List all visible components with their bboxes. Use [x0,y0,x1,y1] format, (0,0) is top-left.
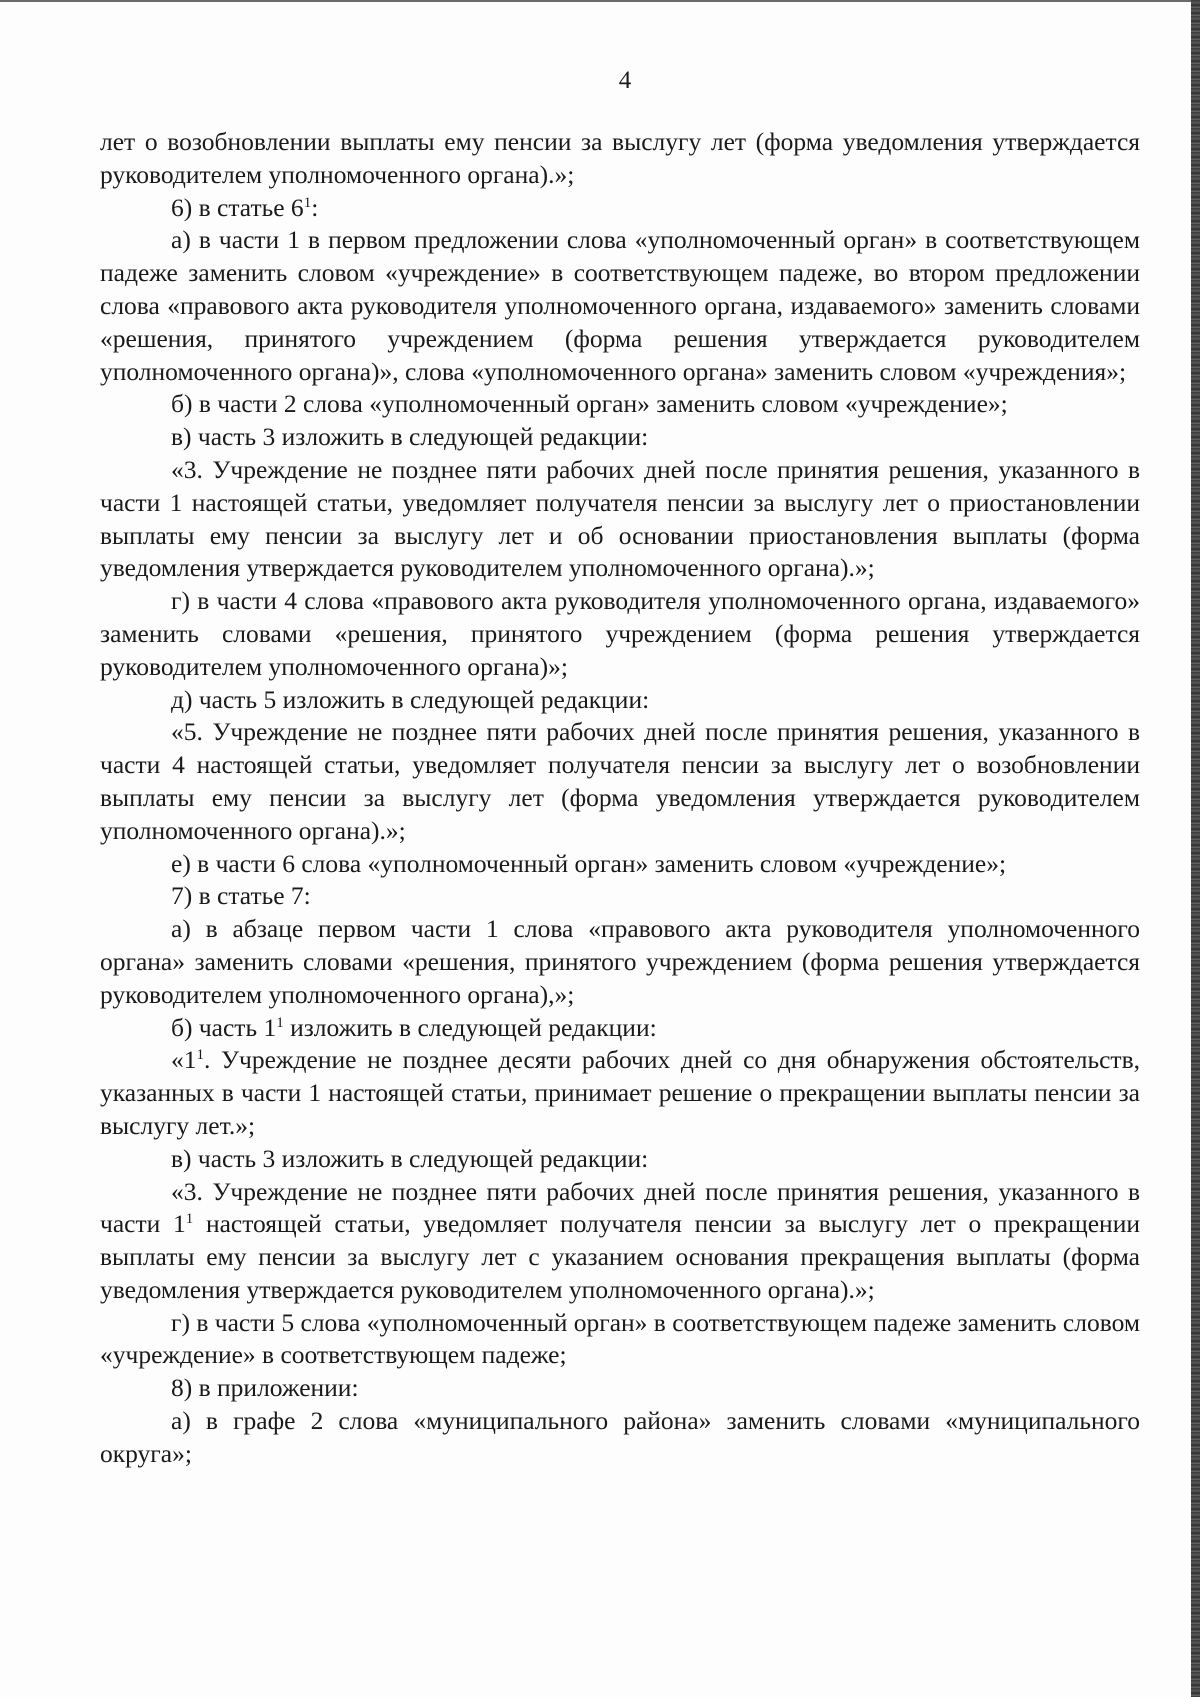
paragraph: б) часть $1^1$ изложить в следующей редакции: [171,1012,657,1042]
paragraph-item-7: 7) в статье 7: [171,881,311,911]
paragraph: е) в части 6 слова «уполномоченный орган» заменить словом «учреждение»; [171,848,1007,878]
paragraph-quote: «5. Учреждение не позднее пяти рабочих дней после принятия решения, указанного в части 4 настоящей статьи, уведомляет получателя пенсии за выслугу лет о возобновлении выплаты ему пенсии за выслугу лет (форма уведомления утверждается руководителем уполномоченного органа).»; [100,717,1140,845]
paragraph: д) часть 5 изложить в следующей редакции: [171,684,650,714]
scan-edge-top [0,0,1200,2]
paragraph-item-8: 8) в приложении: [171,1373,359,1403]
page-number: 4 [618,67,632,94]
superscript: 1 [276,1014,284,1031]
document-body [100,126,1140,1471]
superscript: 1 [196,1047,204,1064]
paragraph-continuation: лет о возобновлении выплаты ему пенсии за выслугу лет (форма уведомления утверждается руководителем уполномоченного органа).»; [100,127,1140,189]
paragraph: г) в части 4 слова «правового акта руководителя уполномоченного органа, издаваемого» заменить словами «решения, принятого учреждением (форма решения утверждается руководителем уполномоченного органа)»; [100,586,1140,681]
paragraph: а) в абзаце первом части 1 слова «правового акта руководителя уполномоченного органа» заменить словами «решения, принятого учреждением (форма решения утверждается руководителем уполномоченного органа),»; [100,914,1140,1009]
paragraph: а) в части 1 в первом предложении слова «уполномоченный орган» в соответствующем падеже заменить словом «учреждение» в соответствующем падеже, во втором предложении слова «правового акта руководителя уполномоченного органа, издаваемого» заменить словами «решения, принятого учреждением (форма решения утверждается руководителем уполномоченного органа)», слова «уполномоченного органа» заменить словом «учреждения»; [100,225,1140,386]
paragraph: а) в графе 2 слова «муниципального района» заменить словами «муниципального округа»; [100,1406,1140,1468]
superscript: 1 [185,1211,194,1228]
paragraph: г) в части 5 слова «уполномоченный орган» в соответствующем падеже заменить словом «учреждение» в соответствующем падеже; [100,1307,1140,1370]
paragraph-quote: «3. Учреждение не позднее пяти рабочих дней после принятия решения, указанного в части 1 настоящей статьи, уведомляет получателя пенсии за выслугу лет о приостановлении выплаты ему пенсии за выслугу лет и об основании приостановления выплаты (форма уведомления утверждается руководителем уполномоченного органа).»; [100,454,1140,583]
scan-edge-right [1191,0,1200,1697]
superscript: 1 [303,194,312,211]
paragraph-item-6: 6) в статье $6^1$: [171,192,319,222]
paragraph: в) часть 3 изложить в следующей редакции: [171,1143,649,1173]
paragraph-quote: «3. Учреждение не позднее пяти рабочих дней после принятия решения, указанного в части $1^1$ настоящей статьи, уведомляет получателя пенсии за выслугу лет о прекращении выплаты ему пенсии за выслугу лет с указанием основания прекращения выплаты (форма уведомления утверждается руководителем уполномоченного органа).»; [100,1176,1140,1304]
paragraph: б) в части 2 слова «уполномоченный орган» заменить словом «учреждение»; [171,389,1008,419]
paragraph: в) часть 3 изложить в следующей редакции: [171,422,649,452]
paragraph-quote: «$1^1$. Учреждение не позднее десяти рабочих дней со дня обнаружения обстоятельств, указанных в части 1 настоящей статьи, принимает решение о прекращении выплаты пенсии за выслугу лет.»; [100,1045,1140,1140]
